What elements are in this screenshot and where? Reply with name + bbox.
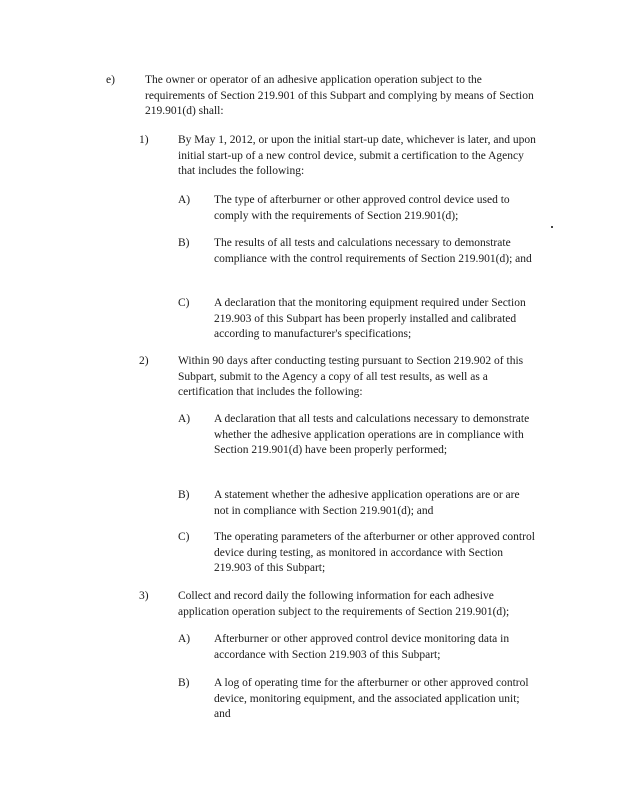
item-1-a-text: The type of afterburner or other approved control device used to comply with the requirements of Section 219.901(d); [214,194,510,222]
item-3-a-label: A) [178,633,191,645]
item-1-c-text: A declaration that the monitoring equipment required under Section 219.903 of this Subpart has been properly installed and calibrated according to manufacturer's specifications; [214,297,526,340]
subsection-e-label: e) [106,74,115,86]
item-3-label: 3) [139,590,149,602]
item-2-text: Within 90 days after conducting testing pursuant to Section 219.902 of this Subpart, submit to the Agency a copy of all test results, as well as a certification that includes the following: [178,355,524,398]
item-3-text: Collect and record daily the following information for each adhesive application operation subject to the requirements of Section 219.901(d); [178,590,510,618]
item-2-b-label: B) [178,489,190,501]
item-1-c-label: C) [178,297,190,309]
item-1-b-text: The results of all tests and calculations necessary to demonstrate compliance with the control requirements of Section 219.901(d); and [214,237,532,265]
item-1-text: By May 1, 2012, or upon the initial start-up date, whichever is later, and upon initial start-up of a new control device, submit a certification to the Agency that includes the following: [178,134,536,177]
item-2-a-text: A declaration that all tests and calculations necessary to demonstrate whether the adhesive application operations are in compliance with Section 219.901(d) have been properly performed; [214,413,530,456]
item-1-label: 1) [139,134,149,146]
item-2-c-text: The operating parameters of the afterburner or other approved control device during testing, as monitored in accordance with Section 219.903 of this Subpart; [214,531,535,574]
item-1-a-label: A) [178,194,191,206]
subsection-e-text: The owner or operator of an adhesive application operation subject to the requirements of Section 219.901 of this Subpart and complying by means of Section 219.901(d) shall: [145,74,534,117]
scan-speck [551,226,553,228]
item-2-c-label: C) [178,531,190,543]
item-3-b-text: A log of operating time for the afterburner or other approved control device, monitoring equipment, and the associated application unit; and [214,677,529,720]
item-3-a-text: Afterburner or other approved control device monitoring data in accordance with Section 219.903 of this Subpart; [214,633,510,661]
item-3-b-label: B) [178,677,190,689]
item-2-b-text: A statement whether the adhesive application operations are or are not in compliance with Section 219.901(d); and [214,489,520,517]
item-2-a-label: A) [178,413,191,425]
item-1-b-label: B) [178,237,190,249]
item-2-label: 2) [139,355,149,367]
